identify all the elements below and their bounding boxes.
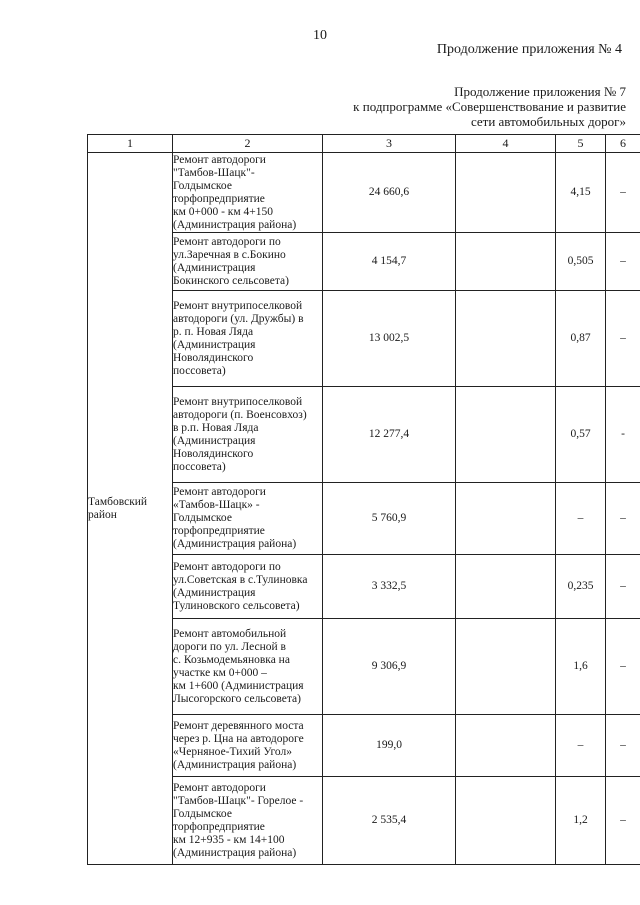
length-value: 0,87 <box>556 291 606 387</box>
column-header: 4 <box>456 135 556 153</box>
page-number: 10 <box>313 28 327 43</box>
column-header: 5 <box>556 135 606 153</box>
column-4-value <box>456 483 556 555</box>
continuation-appendix-4: Продолжение приложения № 4 <box>436 42 622 57</box>
column-6-value: – <box>606 619 640 715</box>
appendix-header-line-3: сети автомобильных дорог» <box>470 114 626 129</box>
appendix-header <box>353 84 626 129</box>
column-header: 2 <box>173 135 323 153</box>
length-value: 4,15 <box>556 153 606 233</box>
desc-line: Новолядинского <box>173 351 254 364</box>
work-description <box>173 291 323 387</box>
desc-line: "Тамбов-Шацк"- Горелое - <box>173 794 304 807</box>
column-6-value: – <box>606 483 640 555</box>
work-description <box>173 619 323 715</box>
desc-line: торфопредприятие <box>173 525 265 537</box>
desc-line: торфопредприятие <box>173 820 265 833</box>
desc-line: «Тамбов-Шацк» - <box>173 499 260 511</box>
desc-line: (Администрация района) <box>173 538 297 550</box>
desc-line: (Администрация <box>173 586 256 599</box>
column-4-value <box>456 153 556 233</box>
desc-line: Ремонт деревянного моста <box>173 719 304 732</box>
desc-line: дороги по ул. Лесной в <box>173 640 286 653</box>
desc-line: (Администрация района) <box>173 218 297 231</box>
desc-line: автодороги (ул. Дружбы) в <box>173 312 304 325</box>
desc-line: ул.Советская в с.Тулиновка <box>173 573 308 586</box>
column-4-value <box>456 387 556 483</box>
desc-line: км 12+935 - км 14+100 <box>173 833 285 846</box>
desc-line: Голдымское <box>173 807 232 820</box>
desc-line: Ремонт автодороги <box>173 486 266 498</box>
desc-line: Ремонт автодороги по <box>173 235 281 248</box>
length-value: 1,6 <box>556 619 606 715</box>
desc-line: ул.Заречная в с.Бокино <box>173 248 286 261</box>
work-description <box>173 555 323 619</box>
desc-line: (Администрация <box>173 338 256 351</box>
desc-line: (Администрация района) <box>173 758 297 771</box>
region-line: Тамбовский <box>88 495 148 508</box>
work-description <box>173 153 323 233</box>
appendix-header-line-1: Продолжение приложения № 7 <box>454 84 626 99</box>
cost-value: 5 760,9 <box>323 483 456 555</box>
desc-line: Голдымское <box>173 512 232 524</box>
desc-line: с. Козьмодемьяновка на <box>173 653 290 666</box>
column-4-value <box>456 555 556 619</box>
desc-line: автодороги (п. Военсовхоз) <box>173 408 307 421</box>
work-description <box>173 483 323 555</box>
column-4-value <box>456 715 556 777</box>
desc-line: Новолядинского <box>173 447 254 460</box>
work-description <box>173 715 323 777</box>
desc-line: Ремонт автодороги по <box>173 560 281 573</box>
length-value: 0,505 <box>556 233 606 291</box>
length-value: – <box>556 715 606 777</box>
desc-line: через р. Цна на автодороге <box>173 732 304 745</box>
work-description <box>173 387 323 483</box>
column-header: 1 <box>88 135 173 153</box>
desc-line: р. п. Новая Ляда <box>173 325 254 338</box>
desc-line: Ремонт автодороги <box>173 781 266 794</box>
column-6-value: – <box>606 233 640 291</box>
cost-value: 3 332,5 <box>323 555 456 619</box>
region-line: район <box>88 508 117 521</box>
cost-value: 2 535,4 <box>323 777 456 865</box>
desc-line: участке км 0+000 – <box>173 666 267 679</box>
desc-line: (Администрация района) <box>173 846 297 859</box>
column-4-value <box>456 291 556 387</box>
column-6-value: – <box>606 153 640 233</box>
cost-value: 12 277,4 <box>323 387 456 483</box>
desc-line: поссовета) <box>173 364 226 377</box>
cost-value: 9 306,9 <box>323 619 456 715</box>
cost-value: 199,0 <box>323 715 456 777</box>
desc-line: Тулиновского сельсовета) <box>173 599 300 612</box>
desc-line: (Администрация <box>173 434 256 447</box>
column-6-value: – <box>606 715 640 777</box>
desc-line: км 1+600 (Администрация <box>173 679 304 692</box>
cost-value: 24 660,6 <box>323 153 456 233</box>
column-4-value <box>456 619 556 715</box>
desc-line: в р.п. Новая Ляда <box>173 421 259 434</box>
desc-line: Ремонт автомобильной <box>173 627 287 640</box>
cost-value: 13 002,5 <box>323 291 456 387</box>
region-cell <box>88 153 173 865</box>
desc-line: Голдымское <box>173 179 232 192</box>
column-header: 3 <box>323 135 456 153</box>
desc-line: «Черняное-Тихий Угол» <box>173 745 292 758</box>
length-value: 0,57 <box>556 387 606 483</box>
desc-line: (Администрация <box>173 261 256 274</box>
road-repair-table <box>87 134 640 865</box>
appendix-header-line-2: к подпрограмме «Совершенствование и развитие <box>353 99 626 114</box>
desc-line: поссовета) <box>173 460 226 473</box>
table-header-row <box>88 135 640 153</box>
work-description <box>173 777 323 865</box>
desc-line: км 0+000 - км 4+150 <box>173 205 274 218</box>
column-6-value: - <box>606 387 640 483</box>
cost-value: 4 154,7 <box>323 233 456 291</box>
desc-line: Лысогорского сельсовета) <box>173 692 301 705</box>
desc-line: Ремонт автодороги <box>173 153 266 166</box>
desc-line: Бокинского сельсовета) <box>173 274 289 287</box>
desc-line: торфопредприятие <box>173 192 265 205</box>
column-6-value: – <box>606 555 640 619</box>
column-6-value: – <box>606 777 640 865</box>
column-4-value <box>456 233 556 291</box>
length-value: 1,2 <box>556 777 606 865</box>
desc-line: Ремонт внутрипоселковой <box>173 299 303 312</box>
table-row <box>88 153 640 233</box>
column-6-value: – <box>606 291 640 387</box>
column-header: 6 <box>606 135 640 153</box>
length-value: 0,235 <box>556 555 606 619</box>
column-4-value <box>456 777 556 865</box>
desc-line: Ремонт внутрипоселковой <box>173 395 303 408</box>
desc-line: "Тамбов-Шацк"- <box>173 166 255 179</box>
length-value: – <box>556 483 606 555</box>
work-description <box>173 233 323 291</box>
